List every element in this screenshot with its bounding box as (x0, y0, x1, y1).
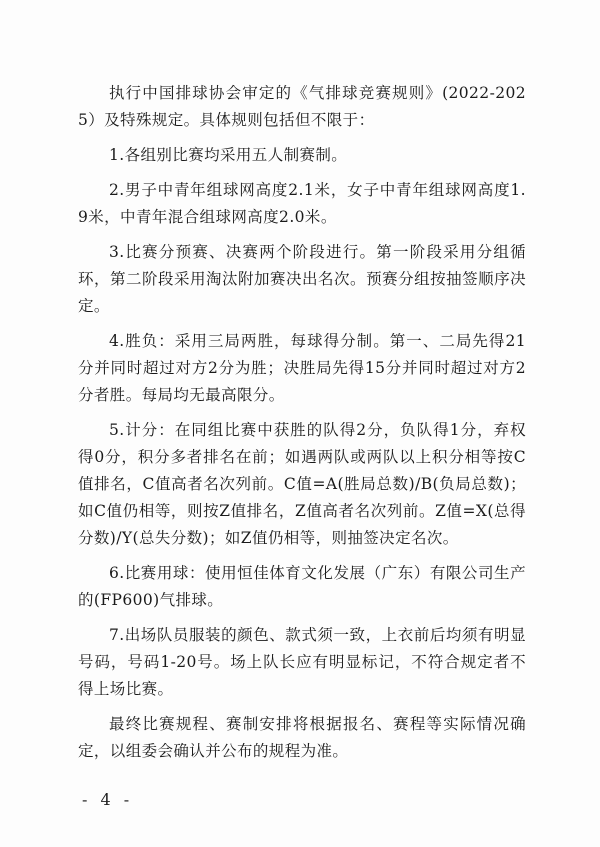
rule-item: 3.比赛分预赛、决赛两个阶段进行。第一阶段采用分组循环，第二阶段采用淘汰附加赛决出名次。预赛分组按抽签顺序决定。 (78, 243, 526, 315)
rule-item: 6.比赛用球：使用恒佳体育文化发展（广东）有限公司生产的(FP600)气排球。 (78, 564, 526, 609)
rule-item: 7.出场队员服装的颜色、款式须一致，上衣前后均须有明显号码，号码1-20号。场上队长应有明显标记，不符合规定者不得上场比赛。 (78, 626, 526, 698)
rule-item: 4.胜负：采用三局两胜，每球得分制。第一、二局先得21分并同时超过对方2分为胜；决胜局先得15分并同时超过对方2分者胜。每局均无最高限分。 (78, 332, 526, 404)
document-body (78, 80, 526, 773)
closing-paragraph: 最终比赛规程、赛制安排将根据报名、赛程等实际情况确定，以组委会确认并公布的规程为准。 (78, 715, 526, 760)
rule-item: 1.各组别比赛均采用五人制赛制。 (109, 146, 348, 164)
intro-paragraph: 执行中国排球协会审定的《气排球竞赛规则》(2022-2025）及特殊规定。具体规则包括但不限于： (78, 84, 526, 129)
rule-item: 2.男子中青年组球网高度2.1米，女子中青年组球网高度1.9米，中青年混合组球网高度2.0米。 (78, 181, 526, 226)
page-number: - 4 - (82, 790, 134, 809)
rule-item: 5.计分：在同组比赛中获胜的队得2分，负队得1分，弃权得0分，积分多者排名在前；如遇两队或两队以上积分相等按C值排名，C值高者名次列前。C值=A(胜局总数)/B(负局总数)；如C值仍相等，则按Z值排名，Z值高者名次列前。Z值=X(总得分数)/Y(总失分数)；如Z值仍相等，则抽签决定名次。 (78, 421, 526, 547)
